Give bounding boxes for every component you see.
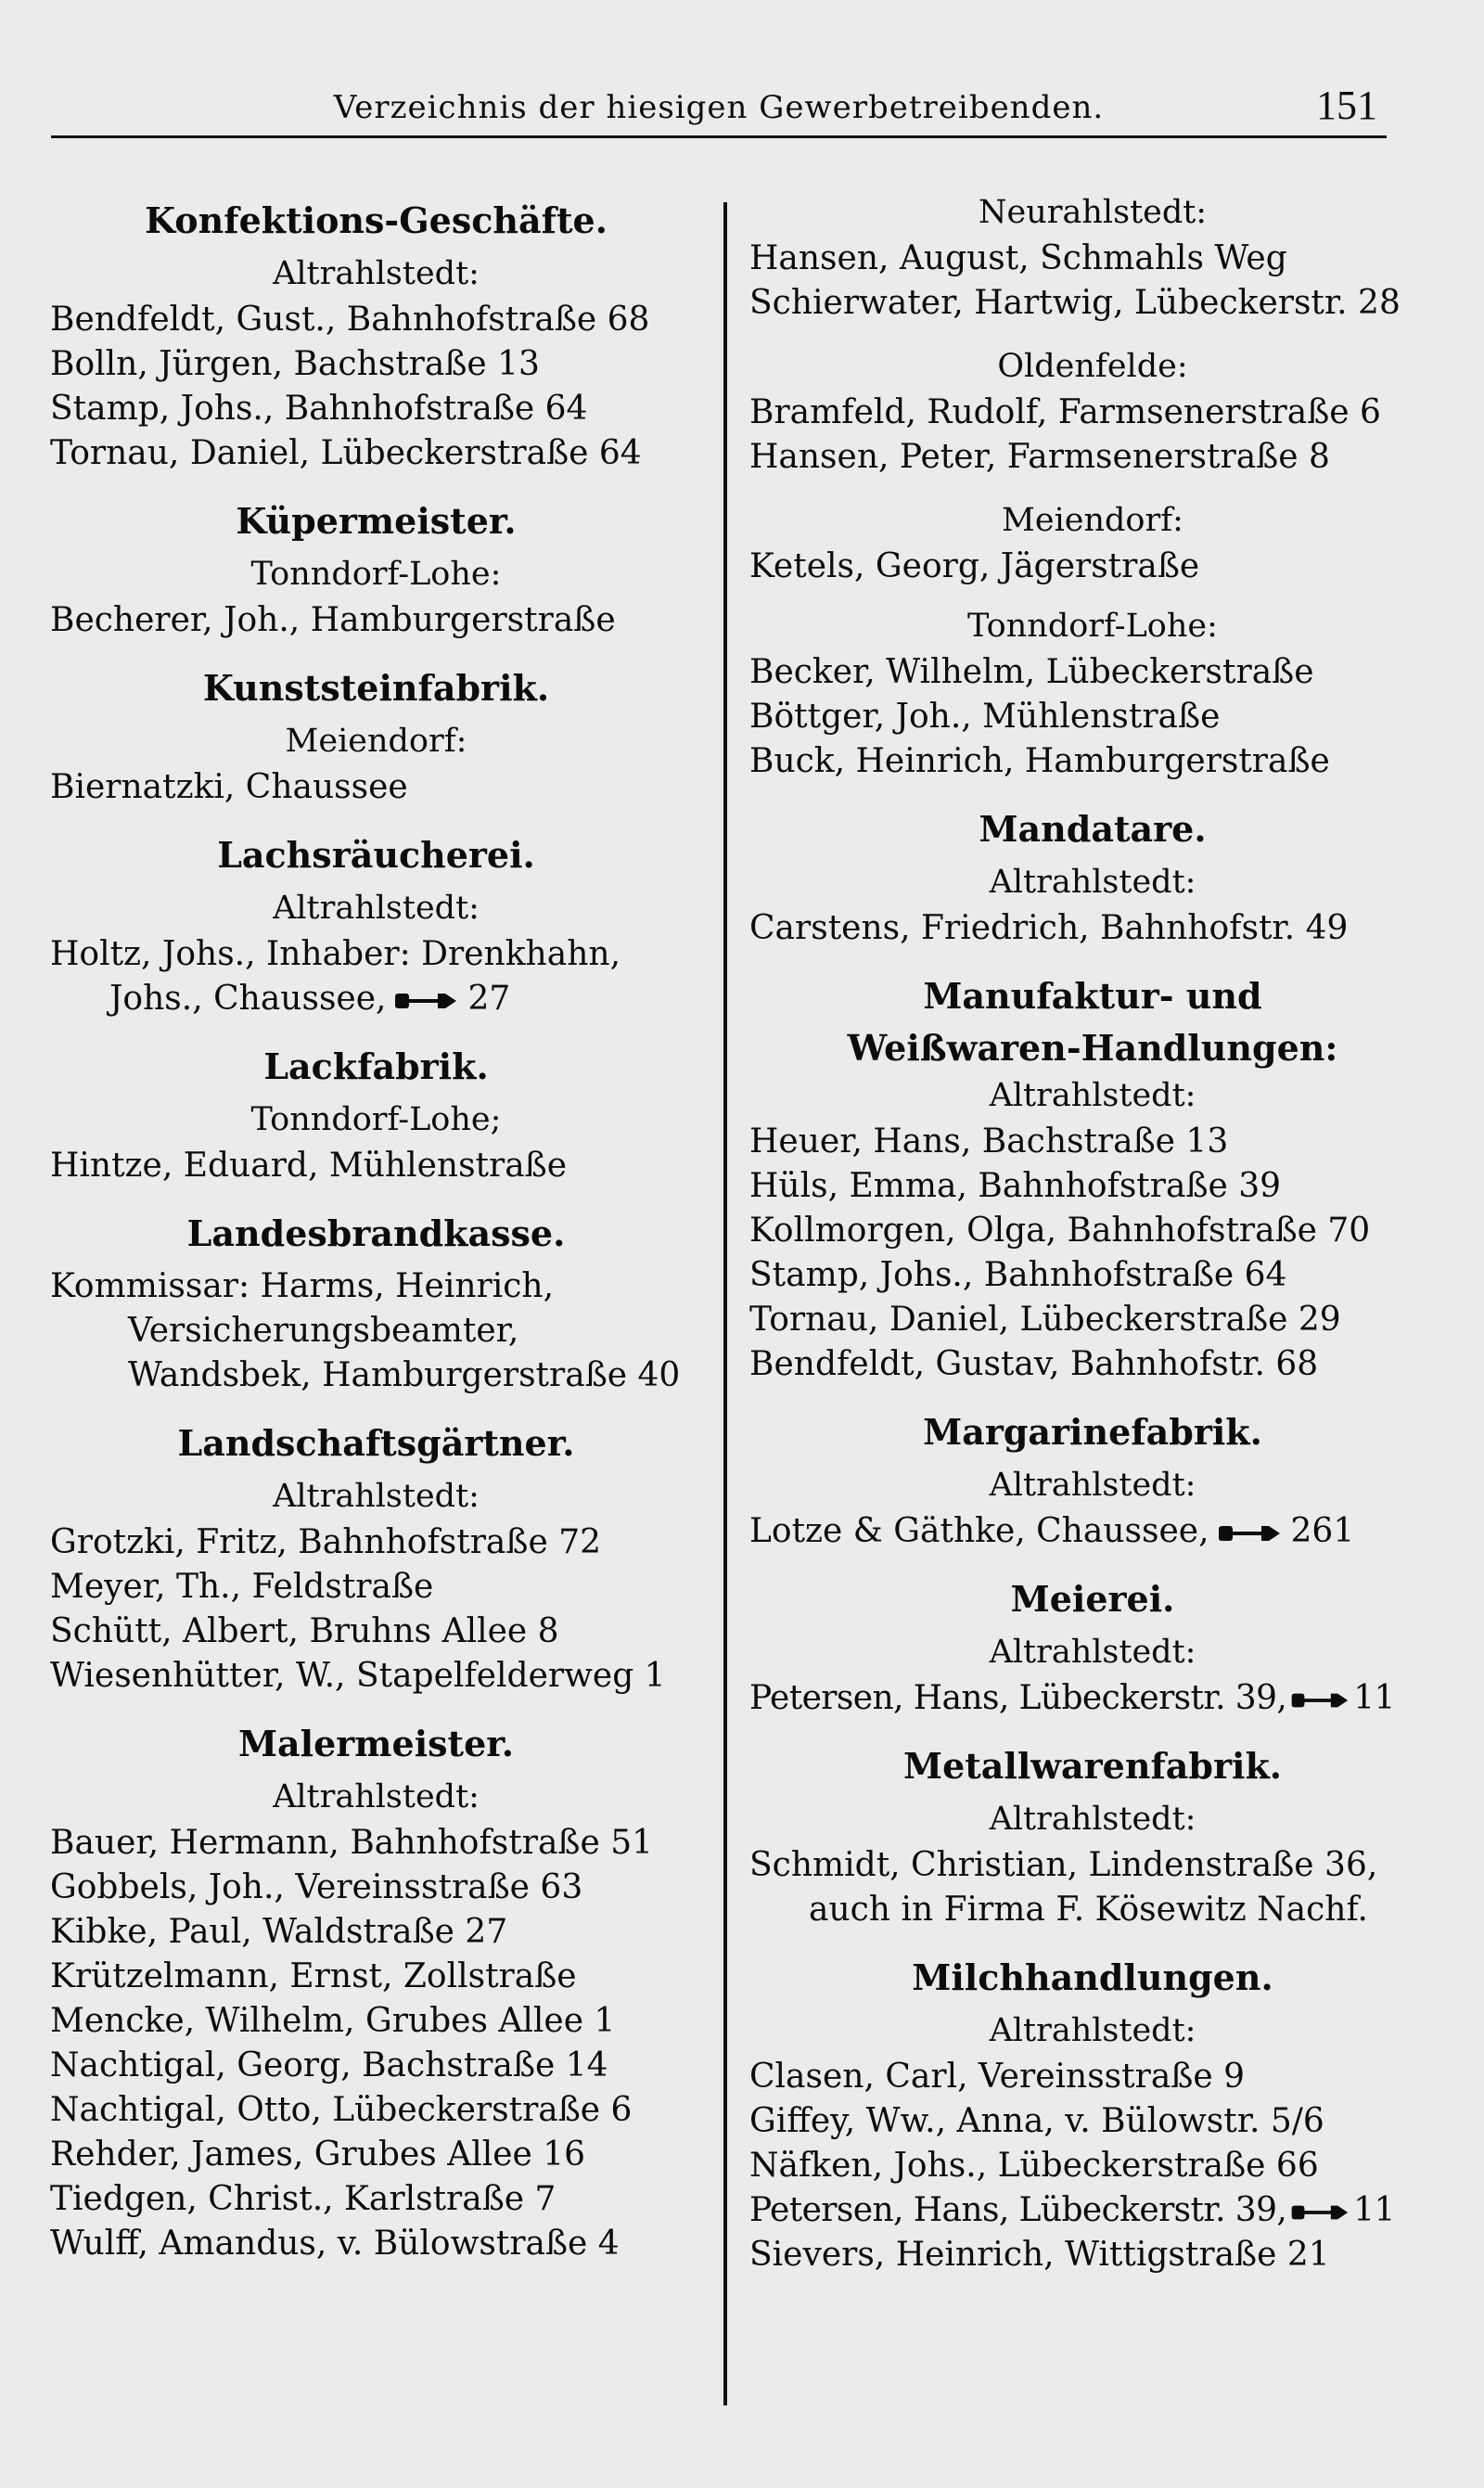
entry-text: Lotze & Gäthke, Chaussee, bbox=[749, 1512, 1209, 1550]
section-title: Kunststeinfabrik. bbox=[202, 667, 550, 709]
entry: Ketels, Georg, Jägerstraße bbox=[749, 547, 1200, 585]
place-heading: Altrahlstedt: bbox=[989, 2012, 1196, 2049]
section-title: Meierei. bbox=[1010, 1578, 1175, 1620]
section-title: Milchhandlungen. bbox=[912, 1956, 1273, 1998]
entry: Näfken, Johs., Lübeckerstraße 66 bbox=[749, 2147, 1319, 2185]
place-heading: Altrahlstedt: bbox=[989, 1801, 1196, 1838]
entry: Krützelmann, Ernst, Zollstraße bbox=[50, 1957, 577, 1995]
place-heading: Meiendorf: bbox=[285, 723, 467, 760]
entry: Hansen, Peter, Farmsenerstraße 8 bbox=[749, 438, 1330, 476]
section-title: Konfektions-Geschäfte. bbox=[145, 199, 608, 241]
place-heading: Altrahlstedt: bbox=[989, 864, 1196, 901]
entry: Buck, Heinrich, Hamburgerstraße bbox=[749, 742, 1330, 780]
entry: Bendfeldt, Gust., Bahnhofstraße 68 bbox=[50, 301, 650, 339]
entry: Tiedgen, Christ., Karlstraße 7 bbox=[50, 2180, 556, 2218]
entry: Schierwater, Hartwig, Lübeckerstr. 28 bbox=[749, 284, 1401, 322]
telephone-number: 11 bbox=[1353, 2191, 1395, 2229]
entry: Bauer, Hermann, Bahnhofstraße 51 bbox=[50, 1824, 654, 1862]
entry: Gobbels, Joh., Vereinsstraße 63 bbox=[50, 1868, 583, 1906]
section-title: Lachsräucherei. bbox=[217, 834, 535, 876]
entry: Stamp, Johs., Bahnhofstraße 64 bbox=[749, 1256, 1287, 1294]
entry bbox=[744, 1676, 1441, 1721]
telephone-icon bbox=[1215, 1523, 1282, 1544]
place-heading: Meiendorf: bbox=[1002, 502, 1183, 539]
entry: Tornau, Daniel, Lübeckerstraße 29 bbox=[749, 1301, 1341, 1339]
left-column bbox=[45, 190, 708, 2266]
entry: Becherer, Joh., Hamburgerstraße bbox=[50, 601, 616, 639]
entry: Giffey, Ww., Anna, v. Bülowstr. 5/6 bbox=[749, 2102, 1324, 2140]
telephone-number: 11 bbox=[1353, 1679, 1395, 1717]
place-heading: Tonndorf-Lohe; bbox=[250, 1101, 502, 1138]
entry: Kommissar: Harms, Heinrich, Versicherungsbeamter, Wandsbek, Hamburgerstraße 40 bbox=[50, 1267, 681, 1394]
entry: Hüls, Emma, Bahnhofstraße 39 bbox=[749, 1167, 1282, 1205]
section-title: Mandatare. bbox=[979, 808, 1207, 850]
entry-continuation bbox=[45, 977, 708, 1021]
entry: Hintze, Eduard, Mühlenstraße bbox=[50, 1147, 568, 1185]
place-heading: Altrahlstedt: bbox=[989, 1077, 1196, 1114]
entry: Böttger, Joh., Mühlenstraße bbox=[749, 698, 1221, 736]
place-heading: Neurahlstedt: bbox=[978, 194, 1208, 231]
entry: Schütt, Albert, Bruhns Allee 8 bbox=[50, 1612, 559, 1650]
entry: Mencke, Wilhelm, Grubes Allee 1 bbox=[50, 2002, 616, 2040]
entry: Bendfeldt, Gustav, Bahnhofstr. 68 bbox=[749, 1345, 1319, 1383]
entry-text: Johs., Chaussee, bbox=[109, 980, 387, 1018]
entry: Sievers, Heinrich, Wittigstraße 21 bbox=[749, 2236, 1330, 2274]
section-title: Lackfabrik. bbox=[263, 1045, 489, 1087]
place-heading: Oldenfelde: bbox=[997, 348, 1188, 385]
right-column bbox=[744, 190, 1441, 2277]
entry: Carstens, Friedrich, Bahnhofstr. 49 bbox=[749, 909, 1349, 947]
column-divider bbox=[723, 202, 727, 2405]
telephone-icon bbox=[1288, 2202, 1350, 2223]
page-number: 151 bbox=[1316, 83, 1377, 128]
telephone-icon bbox=[391, 991, 458, 1011]
section-title: Manufaktur- und bbox=[923, 975, 1262, 1017]
entry bbox=[744, 1509, 1441, 1554]
entry: Becker, Wilhelm, Lübeckerstraße bbox=[749, 653, 1314, 691]
entry: Bolln, Jürgen, Bachstraße 13 bbox=[50, 345, 540, 383]
entry: Wiesenhütter, W., Stapelfelderweg 1 bbox=[50, 1657, 666, 1695]
section-title: Malermeister. bbox=[237, 1723, 515, 1764]
section-title: Weißwaren-Handlungen: bbox=[847, 1027, 1338, 1069]
entry: Wulff, Amandus, v. Bülowstraße 4 bbox=[50, 2225, 620, 2263]
entry: Meyer, Th., Feldstraße bbox=[50, 1568, 434, 1606]
place-heading: Altrahlstedt: bbox=[273, 1478, 480, 1515]
telephone-number: 27 bbox=[467, 980, 511, 1018]
page-header bbox=[51, 76, 1387, 138]
entry-continuation: auch in Firma F. Kösewitz Nachf. bbox=[809, 1891, 1368, 1929]
entry-text: Petersen, Hans, Lübeckerstr. 39, bbox=[749, 1679, 1287, 1717]
running-title: Verzeichnis der hiesigen Gewerbetreibenden. bbox=[333, 89, 1105, 126]
entry: Schmidt, Christian, Lindenstraße 36, bbox=[749, 1846, 1378, 1884]
telephone-number: 261 bbox=[1290, 1512, 1355, 1550]
entry: Biernatzki, Chaussee bbox=[50, 768, 408, 806]
section-title: Küpermeister. bbox=[236, 500, 517, 542]
entry: Kollmorgen, Olga, Bahnhofstraße 70 bbox=[749, 1212, 1371, 1250]
place-heading: Tonndorf-Lohe: bbox=[967, 608, 1218, 645]
section-title: Metallwarenfabrik. bbox=[903, 1745, 1282, 1787]
entry: Grotzki, Fritz, Bahnhofstraße 72 bbox=[50, 1523, 601, 1561]
entry: Kibke, Paul, Waldstraße 27 bbox=[50, 1913, 508, 1951]
entry: Nachtigal, Georg, Bachstraße 14 bbox=[50, 2046, 608, 2084]
telephone-icon bbox=[1288, 1690, 1350, 1711]
entry: Nachtigal, Otto, Lübeckerstraße 6 bbox=[50, 2091, 633, 2129]
entry-text: Petersen, Hans, Lübeckerstr. 39, bbox=[749, 2191, 1287, 2229]
place-heading: Altrahlstedt: bbox=[989, 1634, 1196, 1671]
section-title: Margarinefabrik. bbox=[923, 1411, 1262, 1453]
entry: Holtz, Johs., Inhaber: Drenkhahn, bbox=[50, 935, 621, 973]
entry: Clasen, Carl, Vereinsstraße 9 bbox=[749, 2058, 1245, 2096]
entry: Bramfeld, Rudolf, Farmsenerstraße 6 bbox=[749, 393, 1381, 431]
entry: Stamp, Johs., Bahnhofstraße 64 bbox=[50, 390, 588, 428]
place-heading: Tonndorf-Lohe: bbox=[250, 556, 502, 593]
entry: Heuer, Hans, Bachstraße 13 bbox=[749, 1122, 1229, 1161]
section-title: Landesbrandkasse. bbox=[186, 1212, 566, 1254]
entry bbox=[744, 2188, 1441, 2233]
entry: Rehder, James, Grubes Allee 16 bbox=[50, 2135, 586, 2174]
place-heading: Altrahlstedt: bbox=[273, 255, 480, 292]
entry: Hansen, August, Schmahls Weg bbox=[749, 239, 1287, 277]
place-heading: Altrahlstedt: bbox=[273, 1778, 480, 1815]
section-title: Landschaftsgärtner. bbox=[177, 1422, 575, 1464]
place-heading: Altrahlstedt: bbox=[989, 1467, 1196, 1504]
entry: Tornau, Daniel, Lübeckerstraße 64 bbox=[50, 434, 642, 472]
place-heading: Altrahlstedt: bbox=[273, 890, 480, 927]
